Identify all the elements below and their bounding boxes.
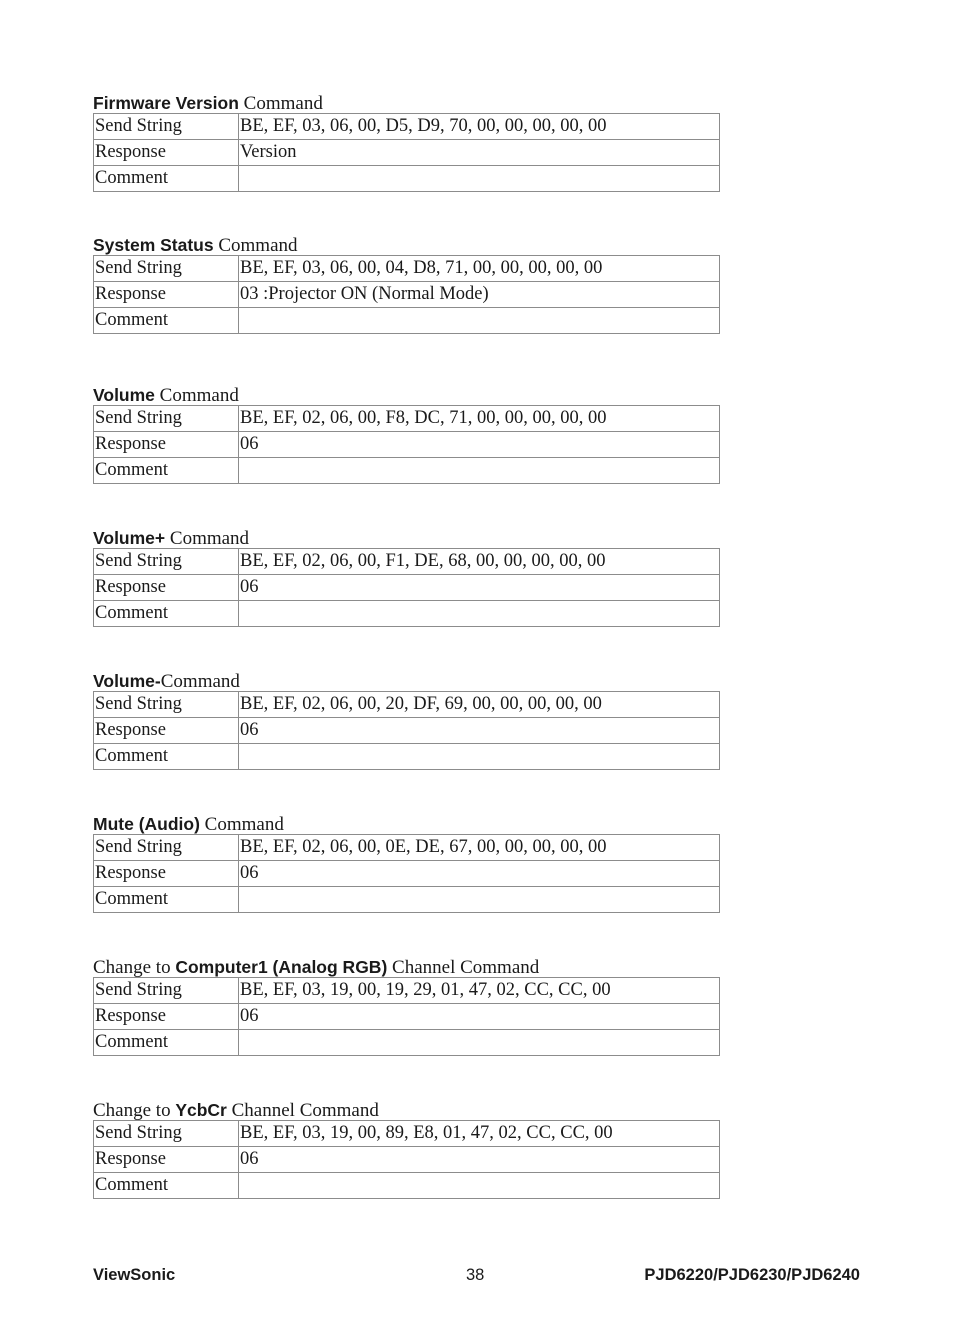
response-row <box>94 140 720 166</box>
send-string-label: Send String <box>94 256 239 282</box>
send-string-label: Send String <box>94 406 239 432</box>
title-suffix: Command <box>160 671 240 692</box>
comment-value <box>239 887 720 913</box>
send-string-label: Send String <box>94 1121 239 1147</box>
comment-label: Comment <box>94 601 239 627</box>
response-label: Response <box>94 718 239 744</box>
response-row <box>94 718 720 744</box>
comment-row <box>94 887 720 913</box>
response-value: 06 <box>239 861 720 887</box>
send-string-label: Send String <box>94 549 239 575</box>
response-label: Response <box>94 282 239 308</box>
comment-label: Comment <box>94 744 239 770</box>
command-table <box>93 405 720 484</box>
command-name: Volume+ <box>93 528 166 548</box>
section-title <box>93 528 720 548</box>
comment-row <box>94 744 720 770</box>
response-label: Response <box>94 432 239 458</box>
response-row <box>94 1147 720 1173</box>
comment-label: Comment <box>94 166 239 192</box>
command-name: Mute (Audio) <box>93 814 200 834</box>
response-value: 06 <box>239 432 720 458</box>
response-value: Version <box>239 140 720 166</box>
comment-row <box>94 166 720 192</box>
command-name: Volume <box>93 385 155 405</box>
send-string-row <box>94 256 720 282</box>
comment-value <box>239 744 720 770</box>
comment-row <box>94 601 720 627</box>
section-title <box>93 671 720 691</box>
send-string-value: BE, EF, 03, 06, 00, D5, D9, 70, 00, 00, 00, 00, 00 <box>239 114 720 140</box>
send-string-value: BE, EF, 02, 06, 00, F1, DE, 68, 00, 00, 00, 00, 00 <box>239 549 720 575</box>
title-suffix: Channel Command <box>387 957 540 978</box>
command-section-system-status <box>93 235 720 334</box>
comment-value <box>239 1173 720 1199</box>
send-string-row <box>94 978 720 1004</box>
comment-label: Comment <box>94 887 239 913</box>
command-section-firmware-version <box>93 93 720 192</box>
title-suffix: Command <box>154 385 239 406</box>
response-row <box>94 282 720 308</box>
comment-value <box>239 166 720 192</box>
send-string-value: BE, EF, 03, 19, 00, 19, 29, 01, 47, 02, CC, CC, 00 <box>239 978 720 1004</box>
response-value: 03 :Projector ON (Normal Mode) <box>239 282 720 308</box>
section-title <box>93 814 720 834</box>
command-section-mute-audio <box>93 814 720 913</box>
title-suffix: Channel Command <box>226 1100 379 1121</box>
command-name: Volume- <box>93 671 161 691</box>
command-name: System Status <box>93 235 214 255</box>
command-table <box>93 691 720 770</box>
command-name: Firmware Version <box>93 93 239 113</box>
send-string-row <box>94 549 720 575</box>
send-string-row <box>94 835 720 861</box>
comment-row <box>94 458 720 484</box>
response-row <box>94 432 720 458</box>
command-table <box>93 255 720 334</box>
response-value: 06 <box>239 1147 720 1173</box>
comment-label: Comment <box>94 458 239 484</box>
command-section-computer1 <box>93 957 720 1056</box>
send-string-label: Send String <box>94 692 239 718</box>
title-suffix: Command <box>165 528 250 549</box>
footer-page-number: 38 <box>466 1266 485 1284</box>
response-label: Response <box>94 1147 239 1173</box>
send-string-row <box>94 406 720 432</box>
comment-value <box>239 458 720 484</box>
send-string-label: Send String <box>94 114 239 140</box>
response-label: Response <box>94 140 239 166</box>
footer-model: PJD6220/PJD6230/PJD6240 <box>644 1266 860 1284</box>
response-row <box>94 1004 720 1030</box>
send-string-label: Send String <box>94 978 239 1004</box>
response-label: Response <box>94 1004 239 1030</box>
comment-value <box>239 308 720 334</box>
comment-row <box>94 1030 720 1056</box>
send-string-value: BE, EF, 02, 06, 00, 0E, DE, 67, 00, 00, 00, 00, 00 <box>239 835 720 861</box>
section-title <box>93 385 720 405</box>
send-string-row <box>94 692 720 718</box>
title-suffix: Command <box>199 814 284 835</box>
response-row <box>94 575 720 601</box>
response-label: Response <box>94 575 239 601</box>
command-section-volume <box>93 385 720 484</box>
command-table <box>93 113 720 192</box>
send-string-label: Send String <box>94 835 239 861</box>
response-value: 06 <box>239 718 720 744</box>
section-title <box>93 93 720 113</box>
command-section-ycbcr <box>93 1100 720 1199</box>
comment-row <box>94 1173 720 1199</box>
comment-label: Comment <box>94 1173 239 1199</box>
footer-brand: ViewSonic <box>93 1266 176 1284</box>
command-table <box>93 834 720 913</box>
send-string-value: BE, EF, 02, 06, 00, F8, DC, 71, 00, 00, 00, 00, 00 <box>239 406 720 432</box>
send-string-value: BE, EF, 02, 06, 00, 20, DF, 69, 00, 00, 00, 00, 00 <box>239 692 720 718</box>
section-title <box>93 235 720 255</box>
send-string-value: BE, EF, 03, 19, 00, 89, E8, 01, 47, 02, CC, CC, 00 <box>239 1121 720 1147</box>
section-title <box>93 957 720 977</box>
response-row <box>94 861 720 887</box>
command-table <box>93 977 720 1056</box>
comment-row <box>94 308 720 334</box>
title-suffix: Command <box>213 235 298 256</box>
command-name: Computer1 (Analog RGB) <box>175 957 388 977</box>
command-table <box>93 548 720 627</box>
title-prefix: Change to <box>93 1100 176 1121</box>
title-prefix: Change to <box>93 957 176 978</box>
send-string-row <box>94 1121 720 1147</box>
command-table <box>93 1120 720 1199</box>
section-title <box>93 1100 720 1120</box>
response-value: 06 <box>239 575 720 601</box>
response-label: Response <box>94 861 239 887</box>
command-section-volume-plus <box>93 528 720 627</box>
response-value: 06 <box>239 1004 720 1030</box>
comment-value <box>239 601 720 627</box>
command-name: YcbCr <box>175 1100 227 1120</box>
comment-value <box>239 1030 720 1056</box>
comment-label: Comment <box>94 308 239 334</box>
send-string-row <box>94 114 720 140</box>
command-section-volume-minus <box>93 671 720 770</box>
send-string-value: BE, EF, 03, 06, 00, 04, D8, 71, 00, 00, 00, 00, 00 <box>239 256 720 282</box>
title-suffix: Command <box>238 93 323 114</box>
comment-label: Comment <box>94 1030 239 1056</box>
